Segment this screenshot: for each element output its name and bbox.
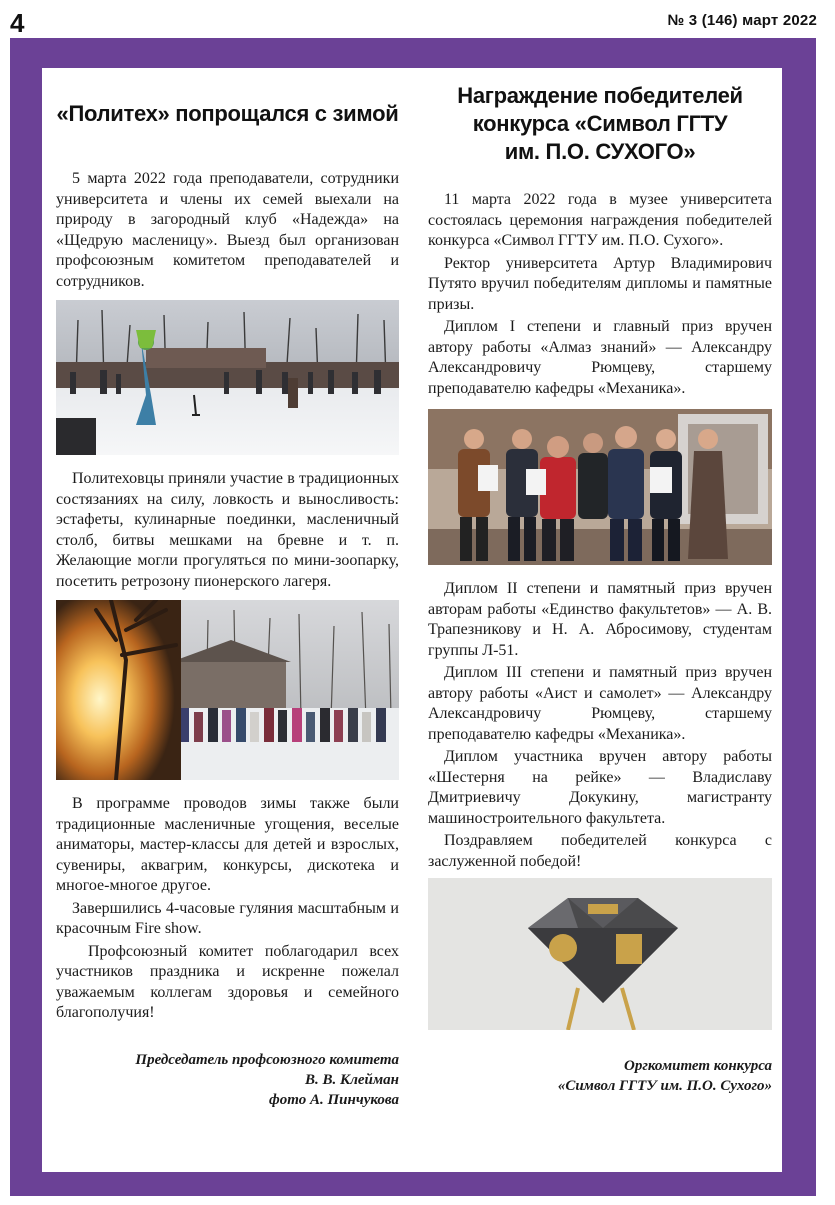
right-title-line-2: конкурса «Символ ГГТУ bbox=[472, 111, 728, 136]
left-signature-line-1: Председатель профсоюзного комитета bbox=[135, 1051, 399, 1068]
right-paragraph-7: Поздравляем победителей конкурса с заслуженной победой! bbox=[428, 832, 772, 870]
left-signature bbox=[56, 1050, 399, 1110]
photo-fire-show-image bbox=[56, 600, 399, 780]
photo-maslenitsa-field bbox=[56, 300, 399, 455]
right-paragraph-2: Ректор университета Артур Владимирович Путято вручил победителям дипломы и памятные призы. bbox=[428, 254, 772, 313]
right-paragraph-1: 11 марта 2022 года в музее университета состоялась церемония награждения победителей конкурса «Символ ГГТУ им. П.О. Сухого». bbox=[428, 191, 772, 249]
right-article bbox=[428, 68, 772, 1096]
photo-diamond-trophy-image bbox=[428, 878, 772, 1030]
left-article bbox=[56, 68, 399, 1110]
photo-fire-show bbox=[56, 600, 399, 780]
right-paragraph-4: Диплом II степени и памятный приз вручен авторам работы «Единство факультетов» — А. В. Трапезникову и Н. А. Абросимову, студентам группы Л-51. bbox=[428, 580, 772, 659]
left-paragraph-2: Политеховцы приняли участие в традиционных состязаниях на силу, ловкость и выносливость: эстафеты, кулинарные поединки, масленичный столб, битвы мешками на бревне и т. п. Желающие могли прогуляться по мини-зоопарку, посетить ретрозону пионерского лагеря. bbox=[56, 470, 399, 590]
right-signature bbox=[428, 1056, 772, 1096]
left-signature-line-2: В. В. Клейман bbox=[305, 1071, 399, 1088]
left-paragraph-3: В программе проводов зимы также были традиционные масленичные угощения, веселые аниматоры, мастер-классы для детей и взрослых, сувениры, аквагрим, конкурсы, дискотека и многое-многое другое. bbox=[56, 795, 399, 894]
right-signature-line-1: Оргкомитет конкурса bbox=[624, 1058, 772, 1074]
page-sheet bbox=[42, 68, 782, 1172]
right-paragraph-6: Диплом участника вручен автору работы «Шестерня на рейке» — Владиславу Дмитриевичу Докукину, магистранту машиностроительного факультета. bbox=[428, 748, 772, 827]
photo-diamond-trophy bbox=[428, 878, 772, 1030]
right-paragraph-5: Диплом III степени и памятный приз вручен автору работы «Аист и самолет» — Александру Александровичу Рюмцеву, старшему преподавателю кафедры «Механика». bbox=[428, 664, 772, 743]
right-paragraph-3: Диплом I степени и главный приз вручен автору работы «Алмаз знаний» — Александру Александровичу Рюмцеву, старшему преподавателю кафедры «Механика». bbox=[428, 318, 772, 397]
photo-award-ceremony-image bbox=[428, 409, 772, 565]
issue-info: № 3 (146) март 2022 bbox=[667, 12, 817, 29]
right-title-line-3: им. П.О. СУХОГО» bbox=[504, 139, 696, 164]
photo-maslenitsa-field-image bbox=[56, 300, 399, 455]
left-paragraph-5: Профсоюзный комитет поблагодарил всех участников праздника и искренне пожелал уважаемым коллегам здоровья и семейного благополучия! bbox=[56, 942, 399, 1021]
photo-award-ceremony bbox=[428, 409, 772, 565]
left-paragraph-4: Завершились 4-часовые гуляния масштабным и красочным Fire show. bbox=[56, 899, 399, 937]
left-signature-line-3: фото А. Пинчукова bbox=[269, 1091, 399, 1108]
left-article-title: «Политех» попрощался с зимой bbox=[56, 101, 399, 126]
right-signature-line-2: «Символ ГГТУ им. П.О. Сухого» bbox=[557, 1078, 772, 1094]
right-title-line-1: Награждение победителей bbox=[457, 83, 743, 108]
right-article-title bbox=[428, 82, 772, 166]
left-paragraph-1: 5 марта 2022 года преподаватели, сотрудники университета и члены их семей выехали на природу в загородный клуб «Надежда» на «Щедрую масленицу». Выезд был организован профсоюзным комитетом преподавателей и сотрудников. bbox=[56, 170, 399, 290]
page-number: 4 bbox=[10, 8, 25, 38]
